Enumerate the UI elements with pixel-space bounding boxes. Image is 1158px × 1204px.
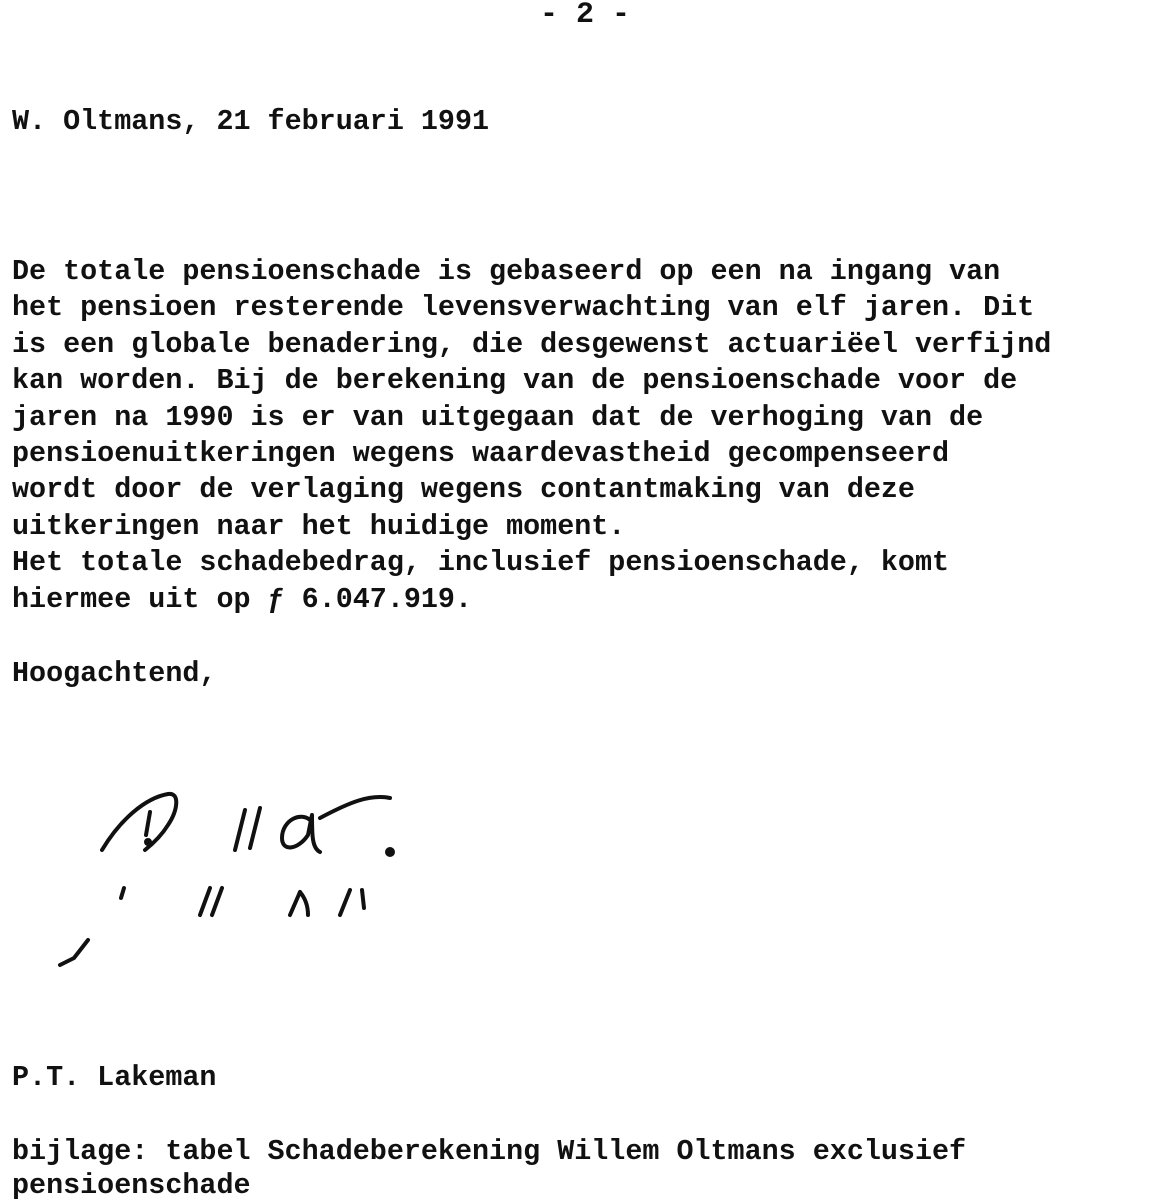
- page-number: - 2 -: [540, 0, 631, 32]
- body-line: jaren na 1990 is er van uitgegaan dat de verhoging van de: [12, 400, 984, 434]
- handwritten-signature: [50, 780, 430, 980]
- body-line: kan worden. Bij de berekening van de pensioenschade voor de: [12, 364, 1018, 398]
- letter-body: [12, 254, 1051, 618]
- letter-header: W. Oltmans, 21 februari 1991: [12, 105, 490, 138]
- signatory-name: P.T. Lakeman: [12, 1061, 217, 1094]
- body-line: De totale pensioenschade is gebaseerd op een na ingang van: [12, 255, 1001, 288]
- body-line: Het totale schadebedrag, inclusief pensioenschade, komt: [12, 546, 950, 580]
- body-line: hiermee uit op ƒ 6.047.919.: [12, 582, 473, 616]
- attachment-line: bijlage: tabel Schadeberekening Willem Oltmans exclusief: [12, 1135, 967, 1168]
- body-line: pensioenuitkeringen wegens waardevastheid gecompenseerd: [12, 437, 950, 471]
- closing-salutation: Hoogachtend,: [12, 657, 217, 690]
- attachment-line: pensioenschade: [12, 1169, 251, 1202]
- body-line: is een globale benadering, die desgewenst actuariëel verfijnd: [12, 327, 1052, 361]
- body-line: het pensioen resterende levensverwachting van elf jaren. Dit: [12, 291, 1035, 325]
- body-line: uitkeringen naar het huidige moment.: [12, 509, 626, 543]
- body-line: wordt door de verlaging wegens contantmaking van deze: [12, 473, 915, 507]
